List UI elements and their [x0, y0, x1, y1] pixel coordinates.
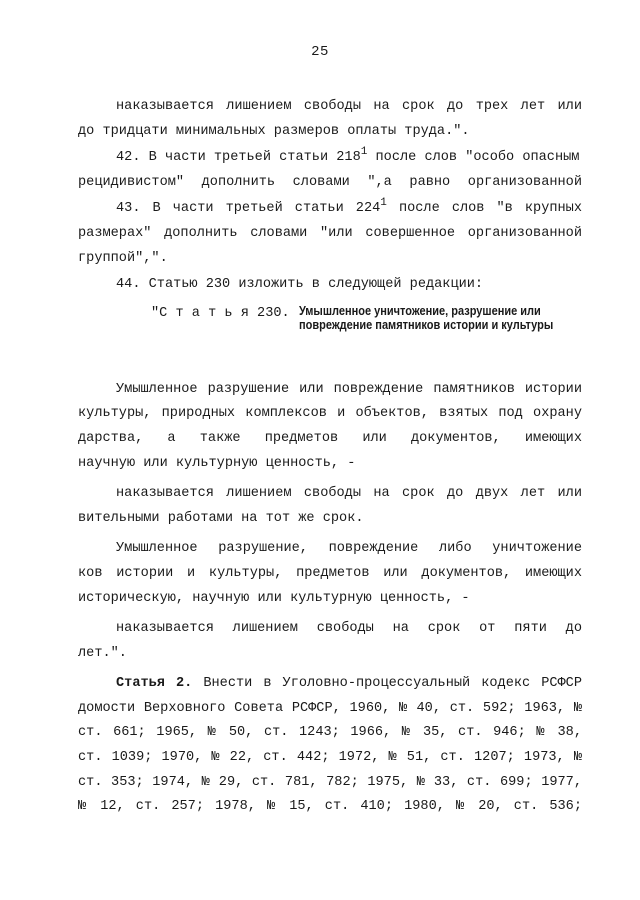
text-fragment: после слов "в крупных: [386, 201, 582, 217]
text-line: наказывается лишением свободы на срок до трех лет или: [116, 99, 582, 114]
text-line: наказывается лишением свободы на срок от пяти до: [116, 621, 582, 637]
text-line: группой",".: [78, 250, 168, 266]
document-body: [78, 95, 582, 820]
text-line: вительными работами на тот же срок.: [78, 510, 364, 526]
text-line: дарства, а также предметов или документов, имеющих: [78, 430, 582, 446]
text-line: культуры, природных комплексов и объектов, взятых под охрану: [78, 406, 582, 422]
text-line: 44. Статью 230 изложить в следующей редакции:: [116, 277, 484, 293]
item-43-line-1: [78, 197, 582, 222]
text-line: размерах" дополнить словами "или совершенное организованной: [78, 225, 582, 241]
article-230-title: [78, 304, 582, 356]
text-line: ст. 1039; 1970, № 22, ст. 442; 1972, № 51, ст. 1207; 1973, №: [78, 750, 582, 766]
text-line: наказывается лишением свободы на срок до двух лет или: [116, 486, 582, 502]
text-line: рецидивистом" дополнить словами ",а равно организованной: [78, 174, 582, 190]
article-2-label: Статья 2.: [116, 676, 193, 692]
text-line: историческую, научную или культурную ценность, -: [78, 590, 470, 606]
text-line: № 12, ст. 257; 1978, № 15, ст. 410; 1980, № 20, ст. 536;: [78, 799, 582, 815]
text-line: ст. 661; 1965, № 50, ст. 1243; 1966, № 35, ст. 946; № 38,: [78, 725, 582, 741]
superscript: 1: [360, 146, 368, 159]
text-line: ков истории и культуры, предметов или документов, имеющих: [78, 565, 582, 581]
article-230-heading: Умышленное уничтожение, разрушение или повреждение памятников истории и культуры: [299, 303, 554, 332]
page-number: 25: [311, 44, 329, 60]
text-line: ст. 353; 1974, № 29, ст. 781, 782; 1975, № 33, ст. 699; 1977,: [78, 774, 582, 790]
text-line: домости Верховного Совета РСФСР, 1960, № 40, ст. 592; 1963, №: [78, 700, 582, 716]
text-fragment: 43. В части третьей статьи 224: [116, 201, 381, 217]
text-line: Умышленное разрушение, повреждение либо уничтожение: [116, 541, 582, 557]
text-line: до тридцати минимальных размеров оплаты труда.".: [78, 123, 470, 139]
text-fragment: после слов "особо опасным: [367, 150, 580, 166]
article-230-prefix: "С т а т ь я 230.: [151, 305, 290, 321]
item-42-line-1: [78, 146, 582, 171]
superscript: 1: [380, 197, 387, 210]
text-fragment: 42. В части третьей статьи 218: [116, 150, 361, 166]
text-line: научную или культурную ценность, -: [78, 455, 356, 471]
text-line: Умышленное разрушение или повреждение памятников истории: [116, 381, 582, 397]
text-fragment: Внести в Уголовно-процессуальный кодекс РСФСР: [203, 676, 582, 692]
article-2-line-1: [78, 672, 582, 697]
text-line: лет.".: [78, 645, 127, 661]
